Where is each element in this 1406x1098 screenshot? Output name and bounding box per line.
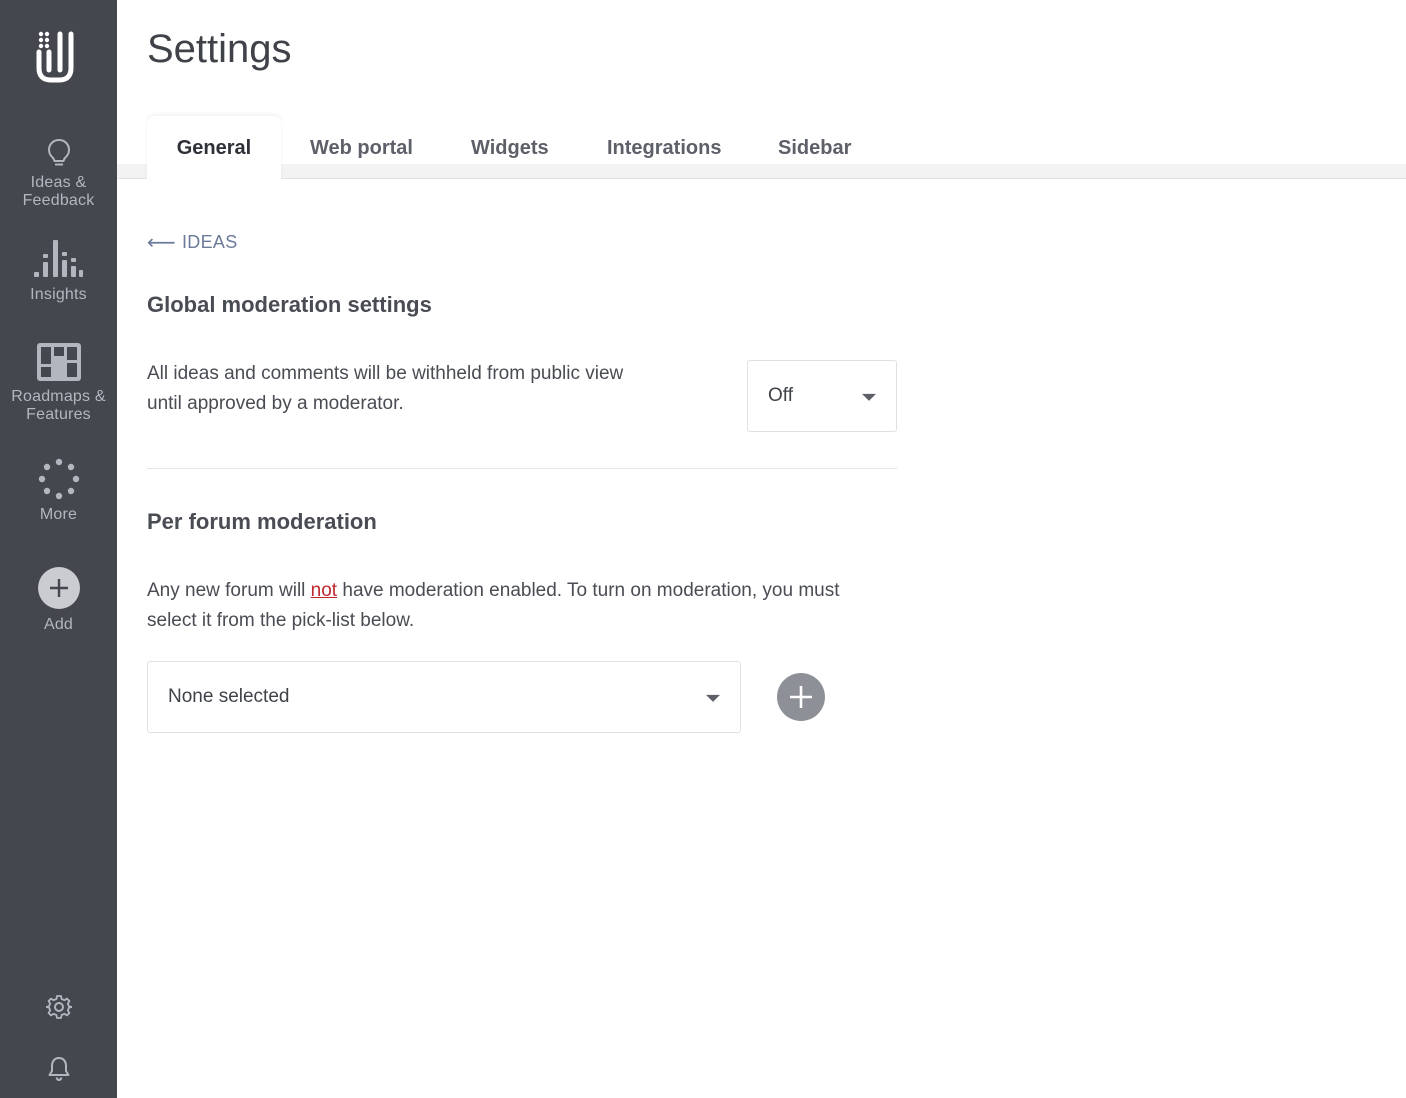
tab-integrations[interactable]: Integrations [607,137,722,159]
forum-picklist-select[interactable] [147,661,741,733]
tab-bar [117,108,1406,180]
sidebar-item-label: Add [43,616,74,633]
section-divider [147,468,897,469]
select-value: None selected [168,686,290,707]
add-forum-button[interactable] [777,673,825,721]
dots-circle-icon [38,458,80,500]
global-moderation-description: All ideas and comments will be withheld from public view until approved by a moderator. [147,363,624,414]
tab-general[interactable]: General [147,116,281,180]
sidebar-item-insights[interactable] [0,240,117,304]
sidebar-item-label: Roadmaps & [11,388,106,405]
sidebar-item-more[interactable] [0,458,117,524]
gear-icon[interactable] [46,994,72,1020]
tab-sidebar[interactable]: Sidebar [778,137,852,159]
select-value: Off [768,385,793,406]
global-moderation-select[interactable] [747,360,897,432]
sidebar-item-label: Insights [30,286,87,303]
sidebar-item-label: More [39,506,78,523]
not-emphasis-link[interactable]: not [310,580,338,601]
sidebar-item-label: Ideas & [30,174,87,191]
sidebar [0,0,117,1098]
bar-chart-icon [33,240,85,280]
tab-bar-baseline [117,164,1406,179]
logo-icon[interactable] [34,28,84,88]
global-moderation-title: Global moderation settings [147,292,432,317]
description-text: have moderation enabled. To turn on moderation, you must select it from the pick-list below. [147,580,840,631]
plus-icon [38,567,80,609]
per-forum-moderation-description [147,576,887,636]
back-to-ideas-link[interactable] [147,232,238,253]
description-text: Any new forum will [147,580,311,601]
chevron-down-icon [706,695,720,702]
lightbulb-icon [46,138,72,168]
arrow-left-icon: ⟵ [147,231,176,254]
sidebar-item-ideas-feedback[interactable] [0,138,117,210]
sidebar-item-label: Features [26,406,91,423]
tab-web-portal[interactable]: Web portal [310,137,413,159]
board-icon [36,342,82,382]
sidebar-item-roadmaps-features[interactable] [0,342,117,424]
plus-icon [788,684,814,710]
per-forum-moderation-title: Per forum moderation [147,509,377,534]
back-link-label: IDEAS [181,232,238,252]
chevron-down-icon [862,394,876,401]
tab-widgets[interactable]: Widgets [471,137,549,159]
sidebar-item-label: Feedback [22,192,95,209]
bell-icon[interactable] [46,1056,72,1082]
page-title: Settings [147,27,292,71]
sidebar-item-add[interactable] [0,567,117,634]
